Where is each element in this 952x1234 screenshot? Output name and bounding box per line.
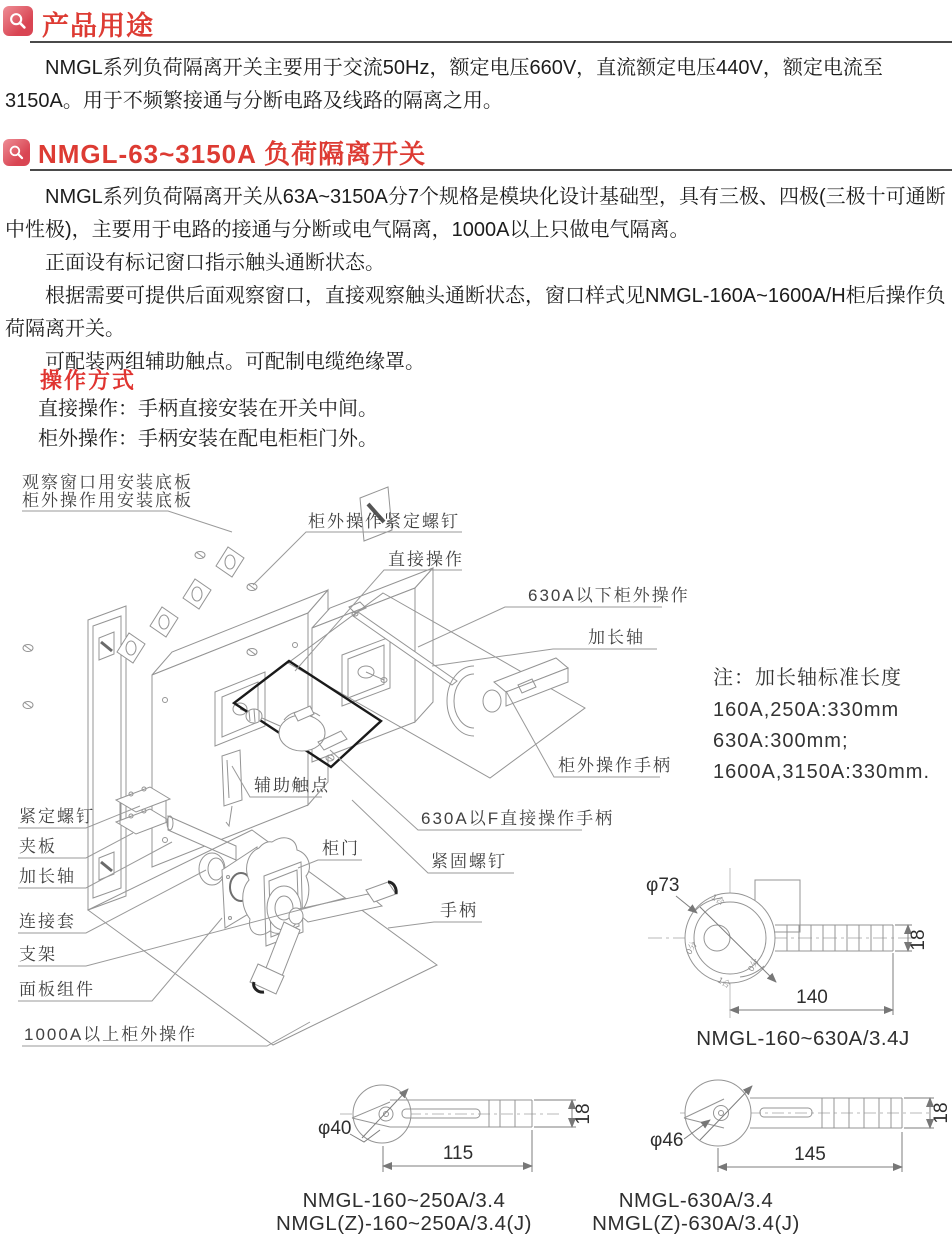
magnifier-icon — [3, 6, 33, 36]
caption-d40-line1: NMGL-160~250A/3.4 — [302, 1189, 506, 1212]
paragraph: 可配装两组辅助触点。可配制电缆绝缘罩。 — [45, 351, 425, 373]
magnifier-glyph — [7, 10, 29, 32]
label-external-handle: 柜外操作手柄 — [558, 756, 672, 775]
label-direct-handle-630: 630A以F直接操作手柄 — [421, 809, 615, 828]
label-extension-shaft-right: 加长轴 — [588, 628, 645, 647]
dial-mark-off: 0分 — [683, 939, 699, 956]
section2-title: NMGL-63~3150A 负荷隔离开关 — [38, 139, 427, 169]
label-handle: 手柄 — [440, 901, 478, 920]
label-direct-operation: 直接操作 — [388, 550, 464, 569]
switch-assembly-drawing — [23, 487, 585, 1045]
dimension-drawing-d46 — [592, 1080, 952, 1234]
label-external-above-1000: 1000A以上柜外操作 — [24, 1025, 198, 1044]
dim-length-145: 145 — [794, 1144, 826, 1165]
label-aux-contact: 辅助触点 — [254, 776, 330, 795]
label-mount-plate-external: 柜外操作用安装底板 — [22, 491, 193, 510]
exploded-view-diagram — [0, 470, 952, 1234]
dim-diameter-46: φ46 — [650, 1130, 684, 1151]
paragraph: NMGL系列负荷隔离开关从63A~3150A分7个规格是模块化设计基础型，具有三极、四极(三极十可通断中性极)，主要用于电路的接通与分断或电气隔离，1000A以上只做电气隔离。 — [5, 186, 946, 241]
dial-mark-off: 0分 — [745, 956, 761, 973]
dim-length-115: 115 — [442, 1143, 474, 1164]
intro-text: NMGL系列负荷隔离开关主要用于交流50Hz，额定电压660V，直流额定电压440V，额定电流至3150A。用于不频繁接通与分断电路及线路的隔离之用。 — [5, 57, 883, 112]
caption-d46-line1: NMGL-630A/3.4 — [618, 1189, 774, 1212]
note-line: 160A,250A:330mm — [713, 699, 900, 721]
label-cabinet-door: 柜门 — [322, 839, 360, 858]
operation-lines — [38, 394, 378, 454]
note-title: 注：加长轴标准长度 — [713, 667, 902, 689]
section1-divider — [30, 41, 952, 43]
label-set-screw: 紧定螺钉 — [19, 807, 95, 826]
paragraph: 正面设有标记窗口指示触头通断状态。 — [45, 252, 385, 274]
label-clamp-plate: 夹板 — [19, 837, 57, 856]
label-bracket: 支架 — [19, 945, 57, 964]
label-connecting-sleeve: 连接套 — [19, 912, 76, 931]
dim-diameter-73: φ73 — [646, 875, 680, 896]
intro-paragraph — [5, 52, 948, 118]
dial-mark-on: 1合 — [716, 974, 733, 990]
caption-d46-line2: NMGL(Z)-630A/3.4(J) — [592, 1212, 800, 1234]
dim-height-18: 18 — [931, 1102, 952, 1124]
section2-divider — [30, 169, 952, 171]
section2-body — [5, 181, 948, 379]
label-external-below-630: 630A以下柜外操作 — [528, 586, 690, 605]
dim-height-18: 18 — [573, 1103, 594, 1125]
magnifier-icon — [3, 139, 30, 166]
section1-title: 产品用途 — [42, 11, 154, 41]
label-panel-assembly: 面板组件 — [19, 980, 95, 999]
operation-line-direct: 直接操作：手柄直接安装在开关中间。 — [38, 398, 378, 420]
dimension-drawing-d73 — [646, 868, 929, 1050]
label-fastening-screw: 紧固螺钉 — [431, 852, 507, 871]
dim-height-18: 18 — [908, 929, 929, 951]
dimension-drawing-d40 — [276, 1085, 594, 1234]
caption-d73: NMGL-160~630A/3.4J — [696, 1027, 910, 1050]
operation-line-external: 柜外操作：手柄安装在配电柜柜门外。 — [38, 428, 378, 450]
dial-mark-on: 1合 — [710, 891, 727, 907]
operation-title: 操作方式 — [40, 368, 137, 393]
note-line: 630A:300mm; — [713, 730, 849, 752]
paragraph: 根据需要可提供后面观察窗口，直接观察触头通断状态，窗口样式见NMGL-160A~1600A/H柜后操作负荷隔离开关。 — [5, 285, 946, 340]
extension-shaft-note — [713, 666, 930, 783]
note-line: 1600A,3150A:330mm. — [713, 761, 931, 783]
dim-diameter-40: φ40 — [318, 1118, 352, 1139]
magnifier-glyph — [7, 143, 26, 162]
dim-length-140: 140 — [796, 987, 828, 1008]
caption-d40-line2: NMGL(Z)-160~250A/3.4(J) — [276, 1212, 532, 1234]
label-external-set-screw: 柜外操作紧定螺钉 — [308, 512, 460, 531]
label-extension-shaft-left: 加长轴 — [19, 867, 76, 886]
label-mount-plate-window: 观察窗口用安装底板 — [22, 473, 193, 492]
